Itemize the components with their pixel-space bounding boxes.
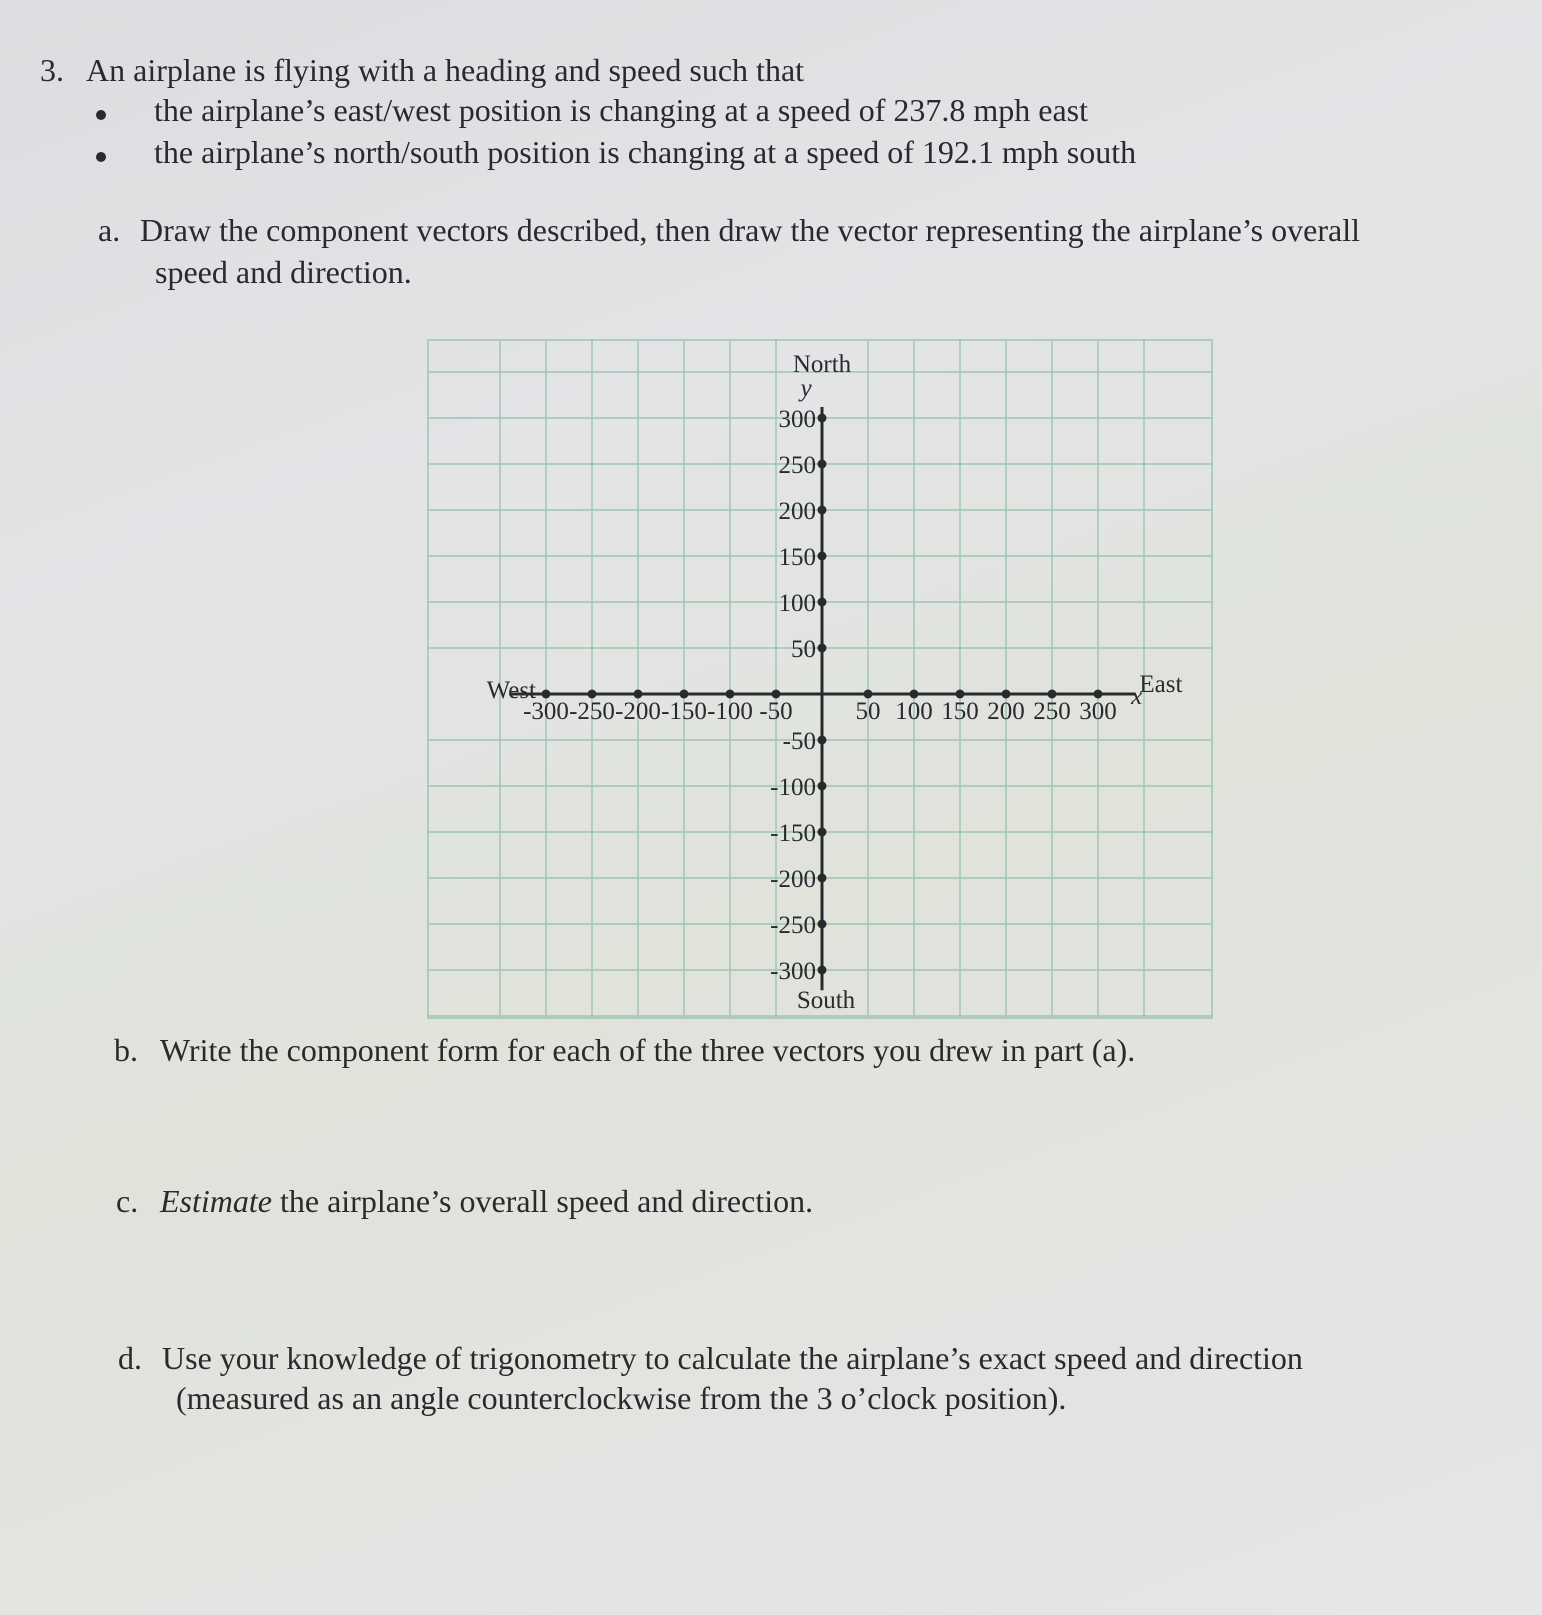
x-tick-label: -50 — [759, 698, 793, 725]
question-number: 3. — [40, 52, 64, 88]
y-tick-mark — [818, 920, 827, 929]
part-b-letter: b. — [114, 1032, 138, 1068]
y-tick-label: -200 — [770, 866, 816, 893]
bullet-east-west: the airplane’s east/west position is changing at a speed of 237.8 mph east — [154, 92, 1088, 128]
x-tick-label: 250 — [1033, 698, 1071, 725]
part-c-rest: the airplane’s overall speed and direction. — [271, 1183, 814, 1219]
x-tick-label: 50 — [855, 698, 881, 725]
part-c-letter: c. — [116, 1183, 139, 1219]
y-tick-mark — [818, 782, 827, 791]
x-tick-label: -300 — [523, 698, 569, 725]
y-tick-label: -150 — [770, 820, 816, 847]
question-intro: An airplane is flying with a heading and speed such that — [86, 52, 805, 88]
north-label: North — [792, 351, 852, 378]
y-tick-label: 100 — [778, 590, 816, 617]
x-tick-label: 100 — [895, 698, 933, 725]
part-d-letter: d. — [118, 1340, 142, 1376]
bullet-north-south: the airplane’s north/south position is changing at a speed of 192.1 mph south — [154, 134, 1137, 170]
west-label: West — [486, 677, 536, 704]
part-a-text-line2: speed and direction. — [155, 254, 412, 290]
y-tick-mark — [818, 598, 827, 607]
part-c-text — [160, 1183, 813, 1220]
x-tick-label: -250 — [569, 698, 615, 725]
y-tick-mark — [818, 966, 827, 975]
y-tick-mark — [818, 414, 827, 423]
y-tick-mark — [818, 736, 827, 745]
y-tick-mark — [818, 874, 827, 883]
tick-labels — [487, 351, 1183, 1014]
y-tick-label: 200 — [778, 498, 816, 525]
x-tick-label: 200 — [987, 698, 1025, 725]
x-tick-label: -200 — [615, 698, 661, 725]
y-tick-label: -300 — [770, 958, 816, 985]
part-c-emphasis: Estimate — [160, 1183, 272, 1219]
part-b-text: Write the component form for each of the three vectors you drew in part (a). — [160, 1032, 1136, 1068]
y-tick-mark — [818, 828, 827, 837]
y-tick-label: -50 — [782, 728, 816, 755]
part-a-text-line1: Draw the component vectors described, then draw the vector representing the airplane’s overall — [140, 212, 1360, 248]
y-tick-label: -100 — [770, 774, 816, 801]
x-tick-label: -100 — [707, 698, 753, 725]
grid-lines — [428, 340, 1212, 1018]
x-tick-label: -150 — [661, 698, 707, 725]
y-tick-label: 250 — [778, 452, 816, 479]
y-tick-mark — [818, 460, 827, 469]
y-tick-mark — [818, 506, 827, 515]
y-tick-mark — [818, 644, 827, 653]
x-axis-label: x — [1131, 683, 1143, 710]
part-d-text-line2: (measured as an angle counterclockwise from the 3 o’clock position). — [176, 1380, 1067, 1416]
east-label: East — [1139, 671, 1183, 698]
y-tick-label: 150 — [778, 544, 816, 571]
y-tick-label: 300 — [778, 406, 816, 433]
y-tick-label: -250 — [770, 912, 816, 939]
y-axis-label: y — [800, 374, 812, 402]
y-tick-label: 50 — [791, 636, 816, 663]
part-d-text-line1: Use your knowledge of trigonometry to calculate the airplane’s exact speed and direction — [162, 1340, 1303, 1376]
part-a-letter: a. — [98, 212, 121, 248]
x-tick-label: 300 — [1079, 698, 1117, 725]
south-label: South — [796, 987, 856, 1014]
x-tick-label: 150 — [941, 698, 979, 725]
y-tick-mark — [818, 552, 827, 561]
